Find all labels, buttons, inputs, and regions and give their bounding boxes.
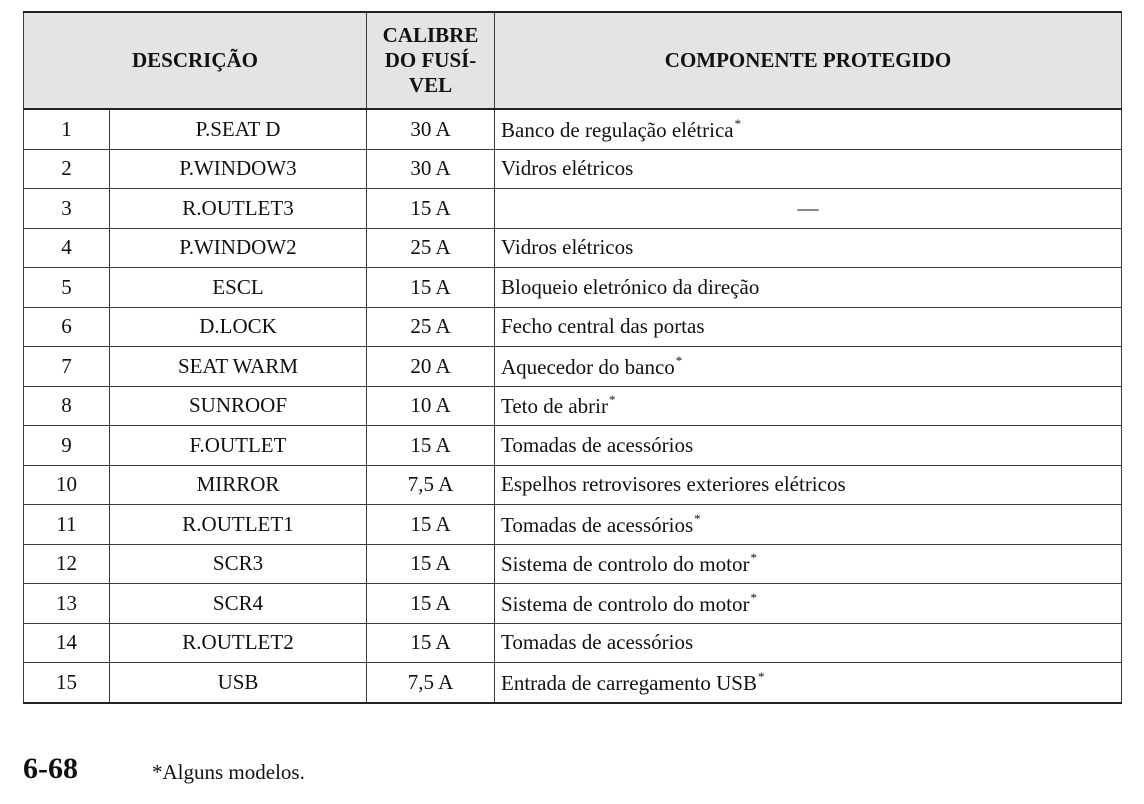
protected-component xyxy=(495,386,1122,426)
fuse-description: ESCL xyxy=(110,268,367,308)
table-row xyxy=(24,623,1122,663)
footnote-marker: * xyxy=(750,589,757,605)
protected-component-text: Tomadas de acessórios xyxy=(501,432,694,457)
fuse-description: D.LOCK xyxy=(110,307,367,347)
fuse-description: SCR3 xyxy=(110,544,367,584)
fuse-description: SEAT WARM xyxy=(110,347,367,387)
page-number: 6-68 xyxy=(23,752,78,785)
fuse-number: 3 xyxy=(24,189,110,229)
footnote-marker: * xyxy=(694,510,701,526)
fuse-number: 9 xyxy=(24,426,110,466)
protected-component xyxy=(495,189,1122,229)
fuse-rating: 25 A xyxy=(367,228,495,268)
fuse-description: P.WINDOW2 xyxy=(110,228,367,268)
footnote-marker: * xyxy=(608,392,616,408)
protected-component xyxy=(495,149,1122,189)
header-fuse-rating-line2: DO FUSÍ- xyxy=(384,48,477,72)
table-row xyxy=(24,386,1122,426)
fuse-rating: 15 A xyxy=(367,268,495,308)
table-row xyxy=(24,149,1122,189)
table-row xyxy=(24,228,1122,268)
fuse-number: 14 xyxy=(24,623,110,663)
fuse-number: 7 xyxy=(24,347,110,387)
fuse-rating: 30 A xyxy=(367,109,495,149)
fuse-number: 5 xyxy=(24,268,110,308)
protected-component-text: Banco de regulação elétrica xyxy=(501,117,734,142)
protected-component-text: Aquecedor do banco xyxy=(501,354,675,379)
protected-component-text: Bloqueio eletrónico da direção xyxy=(501,274,760,299)
fuse-number: 8 xyxy=(24,386,110,426)
protected-component xyxy=(495,347,1122,387)
protected-component-text: Vidros elétricos xyxy=(501,156,634,181)
fuse-number: 4 xyxy=(24,228,110,268)
protected-component xyxy=(495,663,1122,703)
fuse-number: 13 xyxy=(24,584,110,624)
fuse-number: 2 xyxy=(24,149,110,189)
fuse-number: 11 xyxy=(24,505,110,545)
footnote-marker: * xyxy=(757,668,765,684)
protected-component-text: Sistema de controlo do motor xyxy=(501,552,750,577)
protected-component xyxy=(495,268,1122,308)
protected-component-text: Tomadas de acessórios xyxy=(501,630,694,655)
header-fuse-rating-line3: VEL xyxy=(408,73,453,97)
fuse-rating: 15 A xyxy=(367,505,495,545)
footnote-marker: * xyxy=(675,352,683,368)
fuse-number: 10 xyxy=(24,465,110,505)
protected-component xyxy=(495,505,1122,545)
table-row xyxy=(24,268,1122,308)
fuse-description: R.OUTLET2 xyxy=(110,623,367,663)
fuse-description: F.OUTLET xyxy=(110,426,367,466)
protected-component xyxy=(495,307,1122,347)
protected-component-text: Espelhos retrovisores exteriores elétricos xyxy=(501,472,846,497)
protected-component-text: Vidros elétricos xyxy=(501,235,634,260)
fuse-description: P.SEAT D xyxy=(110,109,367,149)
fuse-number: 6 xyxy=(24,307,110,347)
fuse-description: MIRROR xyxy=(110,465,367,505)
table-row xyxy=(24,307,1122,347)
fuse-number: 12 xyxy=(24,544,110,584)
fuse-rating: 30 A xyxy=(367,149,495,189)
header-protected-component: COMPONENTE PROTEGIDO xyxy=(495,12,1122,109)
fuse-description: R.OUTLET1 xyxy=(110,505,367,545)
protected-component-text: Fecho central das portas xyxy=(501,314,705,339)
fuse-description: SCR4 xyxy=(110,584,367,624)
fuse-description: R.OUTLET3 xyxy=(110,189,367,229)
protected-component xyxy=(495,623,1122,663)
fuse-rows xyxy=(24,109,1122,703)
header-fuse-rating-line1: CALIBRE xyxy=(382,23,479,47)
table-row xyxy=(24,109,1122,149)
fuse-rating: 7,5 A xyxy=(367,663,495,703)
fuse-rating: 10 A xyxy=(367,386,495,426)
table-row xyxy=(24,505,1122,545)
protected-component xyxy=(495,465,1122,505)
fuse-number: 1 xyxy=(24,109,110,149)
fuse-rating: 15 A xyxy=(367,189,495,229)
protected-component xyxy=(495,426,1122,466)
fuse-rating: 15 A xyxy=(367,426,495,466)
protected-component-text: Tomadas de acessórios xyxy=(501,512,694,537)
fuse-rating: 7,5 A xyxy=(367,465,495,505)
table-row xyxy=(24,663,1122,703)
table-row xyxy=(24,189,1122,229)
header-fuse-rating xyxy=(367,12,495,109)
fuse-rating: 15 A xyxy=(367,623,495,663)
fuse-description: SUNROOF xyxy=(110,386,367,426)
protected-component xyxy=(495,109,1122,149)
fuse-rating: 25 A xyxy=(367,307,495,347)
fuse-description: P.WINDOW3 xyxy=(110,149,367,189)
footnote-marker: * xyxy=(734,115,742,131)
protected-component xyxy=(495,228,1122,268)
fuse-number: 15 xyxy=(24,663,110,703)
fuse-table xyxy=(23,11,1122,704)
fuse-description: USB xyxy=(110,663,367,703)
table-row xyxy=(24,347,1122,387)
protected-component-text: Sistema de controlo do motor xyxy=(501,591,750,616)
protected-component-text: Entrada de carregamento USB xyxy=(501,670,757,695)
table-row xyxy=(24,584,1122,624)
footnote-marker: * xyxy=(750,550,757,566)
fuse-rating: 15 A xyxy=(367,584,495,624)
footnote: *Alguns modelos. xyxy=(152,760,305,784)
table-row xyxy=(24,465,1122,505)
protected-component xyxy=(495,544,1122,584)
table-row xyxy=(24,544,1122,584)
protected-component-text: Teto de abrir xyxy=(501,394,608,419)
protected-component xyxy=(495,584,1122,624)
table-header-row xyxy=(24,12,1122,109)
fuse-rating: 20 A xyxy=(367,347,495,387)
table-row xyxy=(24,426,1122,466)
fuse-rating: 15 A xyxy=(367,544,495,584)
protected-component-text: — xyxy=(797,195,819,220)
header-description: DESCRIÇÃO xyxy=(24,12,367,109)
